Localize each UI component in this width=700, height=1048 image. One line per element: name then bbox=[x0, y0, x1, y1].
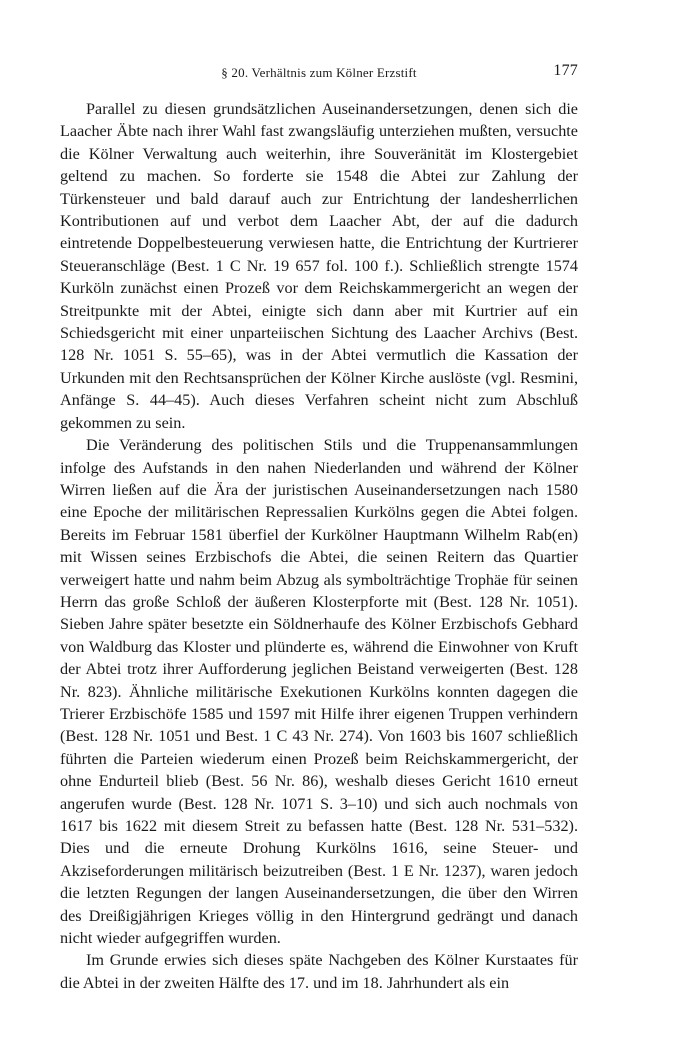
paragraph: Die Veränderung des politischen Stils und die Truppenansammlungen infolge des Aufstands in den nahen Niederlanden und während der Kölner Wirren ließen auf die Ära der juristischen Auseinandersetzungen nach 1580 eine Epoche der militärischen Repressalien Kurkölns gegen die Abtei folgen. Bereits im Februar 1581 überfiel der Kurkölner Hauptmann Wilhelm Rab(en) mit Wissen seines Erzbischofs die Abtei, die seinen Reitern das Quartier verweigert hatte und nahm beim Abzug als symbolträchtige Trophäe für seinen Herrn das große Schloß der äußeren Klosterpforte mit (Best. 128 Nr. 1051). Sieben Jahre später besetzte ein Söldnerhaufe des Kölner Erzbischofs Gebhard von Waldburg das Kloster und plünderte es, während die Einwohner von Kruft der Abtei trotz ihrer Aufforderung jeglichen Beistand verweigerten (Best. 128 Nr. 823). Ähnliche militärische Exekutionen Kurkölns konnten dagegen die Trierer Erzbischöfe 1585 und 1597 mit Hilfe ihrer eigenen Truppen verhindern (Best. 128 Nr. 1051 und Best. 1 C 43 Nr. 274). Von 1603 bis 1607 schließlich führten die Parteien wiederum einen Prozeß beim Reichskammergericht, der ohne Endurteil blieb (Best. 56 Nr. 86), weshalb dieses Gericht 1610 erneut angerufen wurde (Best. 128 Nr. 1071 S. 3–10) und sich auch nochmals von 1617 bis 1622 mit diesem Streit zu befassen hatte (Best. 128 Nr. 531–532). Dies und die erneute Drohung Kurkölns 1616, seine Steuer- und Akziseforderungen militärisch beizutreiben (Best. 1 E Nr. 1237), waren jedoch die letzten Regungen der langen Auseinandersetzungen, die über den Wirren des Dreißigjährigen Krieges völlig in den Hintergrund gedrängt und danach nicht wieder aufgegriffen wurden. bbox=[60, 436, 578, 948]
body-text bbox=[60, 98, 578, 994]
page-number: 177 bbox=[553, 62, 578, 79]
book-page bbox=[60, 62, 578, 994]
running-head bbox=[60, 62, 578, 88]
running-title: § 20. Verhältnis zum Kölner Erzstift bbox=[221, 65, 417, 80]
paragraph: Parallel zu diesen grundsätzlichen Auseinandersetzungen, denen sich die Laacher Äbte nach ihrer Wahl fast zwangsläufig unterziehen mußten, versuchte die Kölner Verwaltung auch weiterhin, ihre Souveränität im Klostergebiet geltend zu machen. So forderte sie 1548 die Abtei zur Zahlung der Türkensteuer und bald darauf auch zur Entrichtung der landesherrlichen Kontributionen auf und verbot dem Laacher Abt, der auf die dadurch eintretende Doppelbesteuerung verwiesen hatte, die Entrichtung der Kurtrierer Steueranschläge (Best. 1 C Nr. 19 657 fol. 100 f.). Schließlich strengte 1574 Kurköln zunächst einen Prozeß vor dem Reichskammergericht an wegen der Streitpunkte mit der Abtei, einigte sich dann aber mit Kurtrier auf ein Schiedsgericht mit einer unparteiischen Sichtung des Laacher Archivs (Best. 128 Nr. 1051 S. 55–65), was in der Abtei vermutlich die Kassation der Urkunden mit den Rechtsansprüchen der Kölner Kirche auslöste (vgl. Resmini, Anfänge S. 44–45). Auch dieses Verfahren scheint nicht zum Abschluß gekommen zu sein. bbox=[60, 100, 578, 432]
paragraph: Im Grunde erwies sich dieses späte Nachgeben des Kölner Kurstaates für die Abtei in der zweiten Hälfte des 17. und im 18. Jahrhundert als ein bbox=[60, 951, 578, 992]
